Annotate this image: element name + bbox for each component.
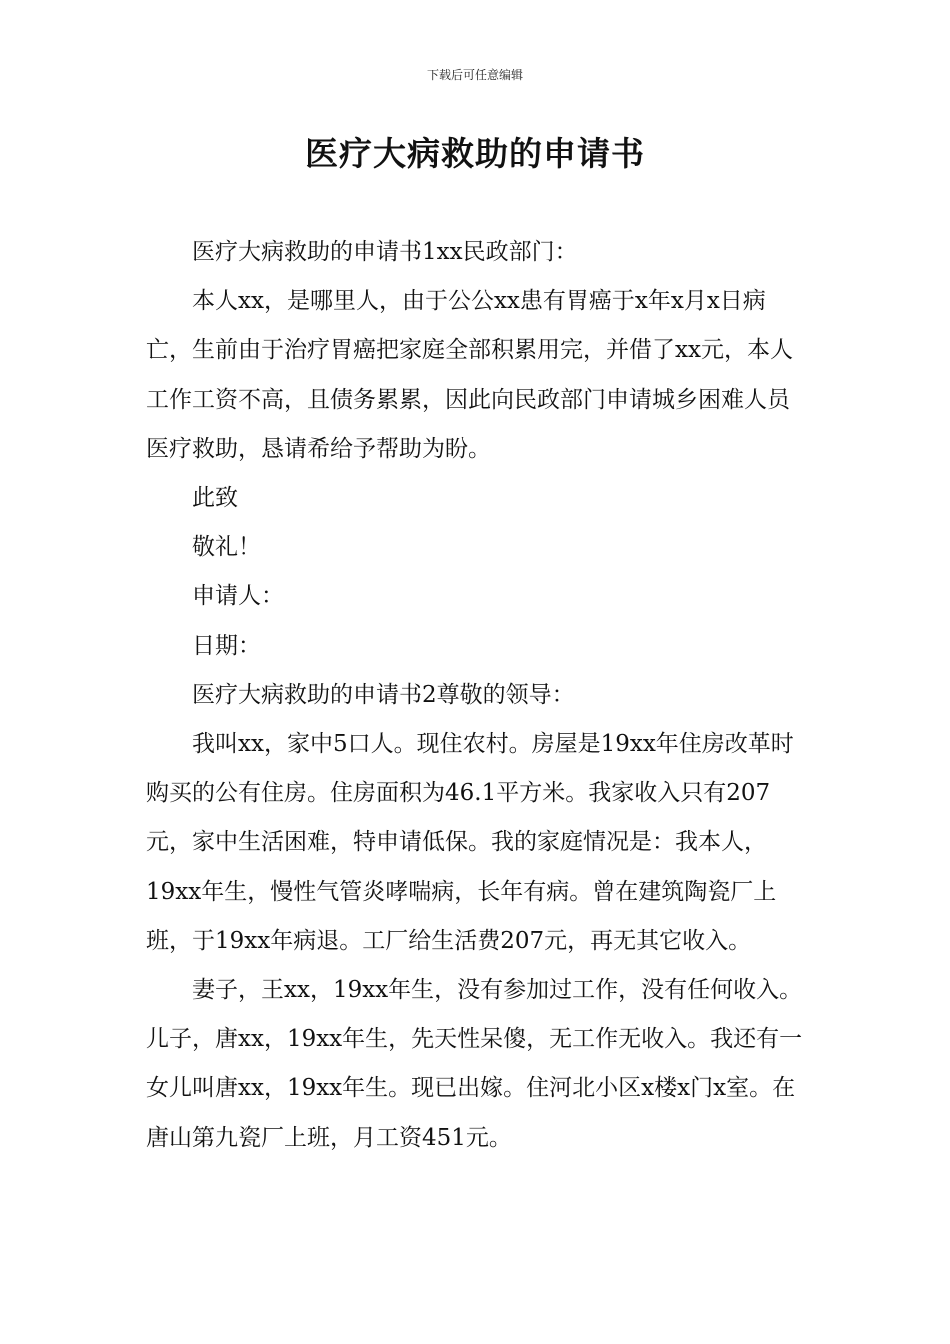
header-note: 下载后可任意编辑 (426, 68, 523, 82)
paragraph-letter2-body: 我叫xx，家中5口人。现住农村。房屋是19xx年住房改革时购买的公有住房。住房面积为46.1平方米。我家收入只有207元，家中生活困难，特申请低保。我的家庭情况是：我本人，19xx年生，慢性气管炎哮喘病，长年有病。曾在建筑陶瓷厂上班，于19xx年病退。工厂给生活费207元，再无其它收入。 (146, 731, 794, 954)
paragraph-letter2-family: 妻子，王xx，19xx年生，没有参加过工作，没有任何收入。儿子，唐xx，19xx年生，先天性呆傻，无工作无收入。我还有一女儿叫唐xx，19xx年生。现已出嫁。住河北小区x楼x门x室。在唐山第九瓷厂上班，月工资451元。 (146, 977, 803, 1151)
paragraph-date: 日期： (192, 632, 261, 659)
paragraph-applicant: 申请人： (192, 583, 284, 610)
paragraph-letter1-body: 本人xx，是哪里人，由于公公xx患有胃癌于x年x月x日病亡，生前由于治疗胃癌把家庭全部积累用完，并借了xx元，本人工作工资不高，且债务累累，因此向民政部门申请城乡困难人员医疗救助，恳请希给予帮助为盼。 (146, 288, 793, 462)
document-title: 医疗大病救助的申请书 (305, 134, 645, 173)
document-body (146, 228, 808, 1163)
paragraph-letter1-heading: 医疗大病救助的申请书1xx民政部门： (192, 239, 578, 265)
paragraph-closing-jingli: 敬礼！ (192, 534, 261, 561)
paragraph-letter2-heading: 医疗大病救助的申请书2尊敬的领导： (192, 681, 575, 708)
paragraph-closing-cizhi: 此致 (192, 485, 238, 512)
